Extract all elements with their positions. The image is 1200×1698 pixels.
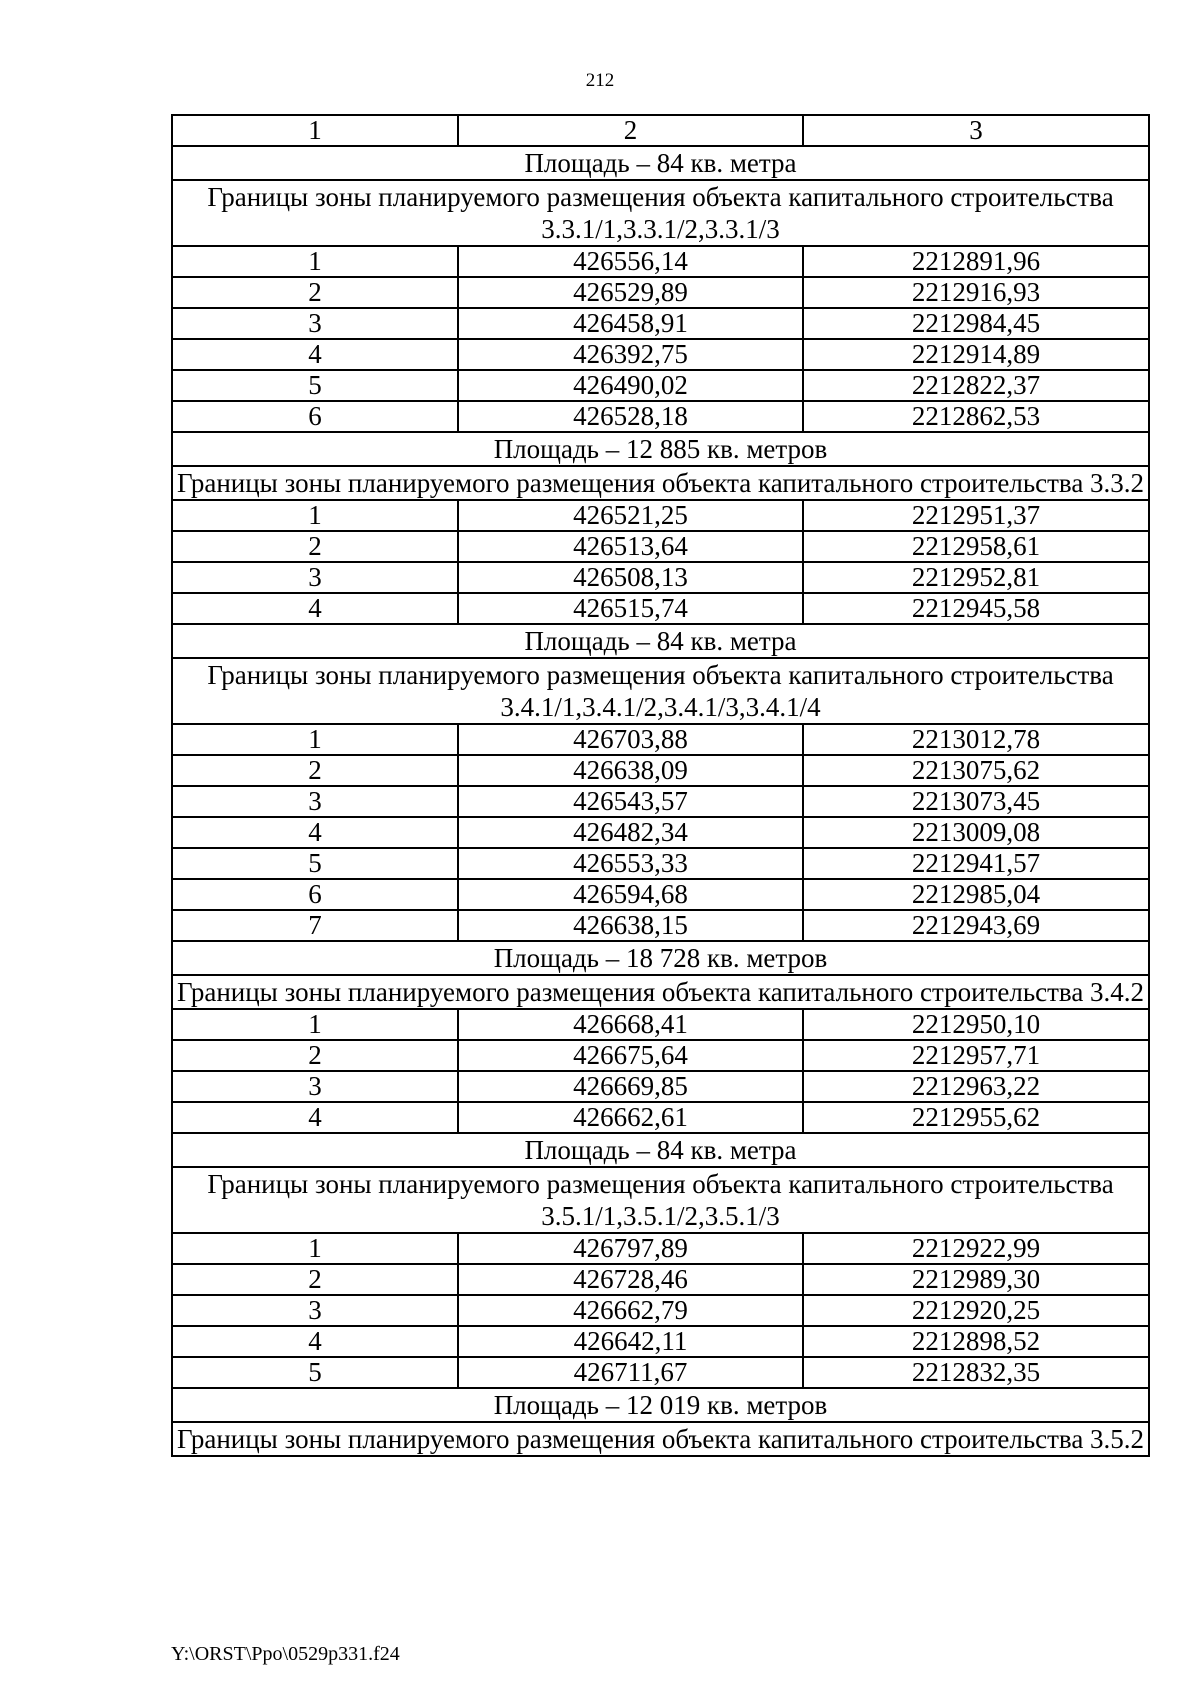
column-header-y: 3 <box>803 115 1149 146</box>
x-coordinate-cell: 426521,25 <box>458 500 803 531</box>
section-heading: Площадь – 84 кв. метра <box>172 624 1149 658</box>
y-coordinate-cell: 2212950,10 <box>803 1009 1149 1040</box>
point-number-cell: 2 <box>172 755 458 786</box>
x-coordinate-cell: 426703,88 <box>458 724 803 755</box>
x-coordinate-cell: 426638,15 <box>458 910 803 941</box>
table-row <box>172 724 1149 755</box>
y-coordinate-cell: 2213009,08 <box>803 817 1149 848</box>
table-row <box>172 562 1149 593</box>
x-coordinate-cell: 426553,33 <box>458 848 803 879</box>
table-row <box>172 1040 1149 1071</box>
y-coordinate-cell: 2212955,62 <box>803 1102 1149 1133</box>
y-coordinate-cell: 2212916,93 <box>803 277 1149 308</box>
point-number-cell: 4 <box>172 1326 458 1357</box>
point-number-cell: 2 <box>172 277 458 308</box>
section-heading: Площадь – 12 019 кв. метров <box>172 1388 1149 1422</box>
y-coordinate-cell: 2212984,45 <box>803 308 1149 339</box>
y-coordinate-cell: 2212985,04 <box>803 879 1149 910</box>
y-coordinate-cell: 2212952,81 <box>803 562 1149 593</box>
section-row <box>172 146 1149 180</box>
section-row <box>172 941 1149 975</box>
x-coordinate-cell: 426668,41 <box>458 1009 803 1040</box>
section-row <box>172 1167 1149 1233</box>
x-coordinate-cell: 426638,09 <box>458 755 803 786</box>
section-heading: Границы зоны планируемого размещения объекта капитального строительства 3.3.1/1,3.3.1/2,3.3.1/3 <box>172 180 1149 246</box>
x-coordinate-cell: 426662,61 <box>458 1102 803 1133</box>
point-number-cell: 4 <box>172 339 458 370</box>
column-header-x: 2 <box>458 115 803 146</box>
page-number: 212 <box>585 70 615 91</box>
y-coordinate-cell: 2213075,62 <box>803 755 1149 786</box>
x-coordinate-cell: 426594,68 <box>458 879 803 910</box>
point-number-cell: 2 <box>172 531 458 562</box>
table-row <box>172 370 1149 401</box>
section-row <box>172 432 1149 466</box>
table-row <box>172 848 1149 879</box>
point-number-cell: 4 <box>172 1102 458 1133</box>
table-row <box>172 339 1149 370</box>
section-heading: Площадь – 84 кв. метра <box>172 146 1149 180</box>
x-coordinate-cell: 426543,57 <box>458 786 803 817</box>
table-row <box>172 879 1149 910</box>
x-coordinate-cell: 426662,79 <box>458 1295 803 1326</box>
coordinates-table <box>171 114 1150 1457</box>
x-coordinate-cell: 426675,64 <box>458 1040 803 1071</box>
section-heading: Границы зоны планируемого размещения объекта капитального строительства 3.3.2 <box>172 466 1149 500</box>
section-row <box>172 1388 1149 1422</box>
table-row <box>172 1233 1149 1264</box>
point-number-cell: 3 <box>172 308 458 339</box>
point-number-cell: 1 <box>172 1233 458 1264</box>
table-row <box>172 1009 1149 1040</box>
table-row <box>172 1071 1149 1102</box>
table-row <box>172 1264 1149 1295</box>
table-header <box>172 115 1149 146</box>
y-coordinate-cell: 2213012,78 <box>803 724 1149 755</box>
point-number-cell: 1 <box>172 500 458 531</box>
section-heading: Границы зоны планируемого размещения объекта капитального строительства 3.5.1/1,3.5.1/2,3.5.1/3 <box>172 1167 1149 1233</box>
table-row <box>172 786 1149 817</box>
section-row <box>172 975 1149 1009</box>
table-row <box>172 593 1149 624</box>
point-number-cell: 5 <box>172 370 458 401</box>
section-row <box>172 1133 1149 1167</box>
table-row <box>172 1357 1149 1388</box>
y-coordinate-cell: 2212822,37 <box>803 370 1149 401</box>
section-heading: Границы зоны планируемого размещения объекта капитального строительства 3.5.2 <box>172 1422 1149 1456</box>
x-coordinate-cell: 426797,89 <box>458 1233 803 1264</box>
y-coordinate-cell: 2212945,58 <box>803 593 1149 624</box>
table-row <box>172 1102 1149 1133</box>
section-row <box>172 624 1149 658</box>
y-coordinate-cell: 2212898,52 <box>803 1326 1149 1357</box>
point-number-cell: 6 <box>172 401 458 432</box>
section-row <box>172 658 1149 724</box>
point-number-cell: 7 <box>172 910 458 941</box>
y-coordinate-cell: 2212941,57 <box>803 848 1149 879</box>
y-coordinate-cell: 2212963,22 <box>803 1071 1149 1102</box>
section-heading: Площадь – 12 885 кв. метров <box>172 432 1149 466</box>
table-row <box>172 308 1149 339</box>
point-number-cell: 2 <box>172 1264 458 1295</box>
y-coordinate-cell: 2212957,71 <box>803 1040 1149 1071</box>
point-number-cell: 1 <box>172 246 458 277</box>
table-row <box>172 500 1149 531</box>
section-row <box>172 1422 1149 1456</box>
point-number-cell: 6 <box>172 879 458 910</box>
table-row <box>172 401 1149 432</box>
point-number-cell: 2 <box>172 1040 458 1071</box>
x-coordinate-cell: 426556,14 <box>458 246 803 277</box>
y-coordinate-cell: 2212832,35 <box>803 1357 1149 1388</box>
x-coordinate-cell: 426515,74 <box>458 593 803 624</box>
x-coordinate-cell: 426508,13 <box>458 562 803 593</box>
y-coordinate-cell: 2212920,25 <box>803 1295 1149 1326</box>
x-coordinate-cell: 426669,85 <box>458 1071 803 1102</box>
point-number-cell: 3 <box>172 1295 458 1326</box>
section-heading: Границы зоны планируемого размещения объекта капитального строительства 3.4.1/1,3.4.1/2,3.4.1/3,3.4.1/4 <box>172 658 1149 724</box>
section-heading: Границы зоны планируемого размещения объекта капитального строительства 3.4.2 <box>172 975 1149 1009</box>
y-coordinate-cell: 2212914,89 <box>803 339 1149 370</box>
point-number-cell: 3 <box>172 562 458 593</box>
table-row <box>172 246 1149 277</box>
table-row <box>172 755 1149 786</box>
table-row <box>172 531 1149 562</box>
section-row <box>172 466 1149 500</box>
point-number-cell: 4 <box>172 817 458 848</box>
x-coordinate-cell: 426392,75 <box>458 339 803 370</box>
y-coordinate-cell: 2212989,30 <box>803 1264 1149 1295</box>
x-coordinate-cell: 426529,89 <box>458 277 803 308</box>
x-coordinate-cell: 426482,34 <box>458 817 803 848</box>
table-body <box>172 146 1149 1456</box>
file-path: Y:\ORST\Ppo\0529p331.f24 <box>171 1643 400 1665</box>
point-number-cell: 5 <box>172 848 458 879</box>
x-coordinate-cell: 426711,67 <box>458 1357 803 1388</box>
x-coordinate-cell: 426458,91 <box>458 308 803 339</box>
section-row <box>172 180 1149 246</box>
point-number-cell: 3 <box>172 1071 458 1102</box>
column-header-point: 1 <box>172 115 458 146</box>
point-number-cell: 5 <box>172 1357 458 1388</box>
table-row <box>172 910 1149 941</box>
table-header-row <box>172 115 1149 146</box>
table-row <box>172 1326 1149 1357</box>
table-row <box>172 277 1149 308</box>
x-coordinate-cell: 426528,18 <box>458 401 803 432</box>
y-coordinate-cell: 2212862,53 <box>803 401 1149 432</box>
x-coordinate-cell: 426490,02 <box>458 370 803 401</box>
table-row <box>172 1295 1149 1326</box>
y-coordinate-cell: 2212951,37 <box>803 500 1149 531</box>
section-heading: Площадь – 84 кв. метра <box>172 1133 1149 1167</box>
y-coordinate-cell: 2212943,69 <box>803 910 1149 941</box>
point-number-cell: 1 <box>172 1009 458 1040</box>
x-coordinate-cell: 426642,11 <box>458 1326 803 1357</box>
point-number-cell: 3 <box>172 786 458 817</box>
x-coordinate-cell: 426728,46 <box>458 1264 803 1295</box>
y-coordinate-cell: 2212958,61 <box>803 531 1149 562</box>
table-row <box>172 817 1149 848</box>
y-coordinate-cell: 2212891,96 <box>803 246 1149 277</box>
y-coordinate-cell: 2213073,45 <box>803 786 1149 817</box>
y-coordinate-cell: 2212922,99 <box>803 1233 1149 1264</box>
section-heading: Площадь – 18 728 кв. метров <box>172 941 1149 975</box>
point-number-cell: 4 <box>172 593 458 624</box>
x-coordinate-cell: 426513,64 <box>458 531 803 562</box>
point-number-cell: 1 <box>172 724 458 755</box>
